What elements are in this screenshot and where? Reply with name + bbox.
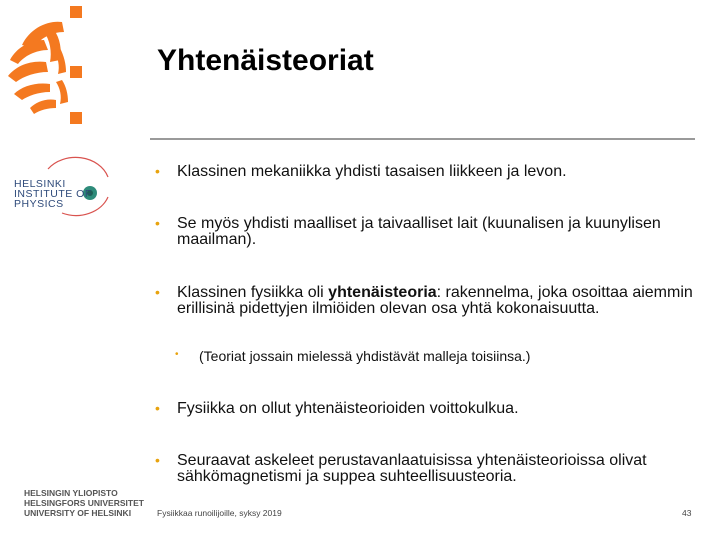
- bullet-text: Fysiikka on ollut yhtenäisteorioiden voittokulkua.: [177, 400, 519, 417]
- uni-line-2: HELSINGFORS UNIVERSITET: [24, 498, 144, 508]
- bullet-icon: •: [155, 163, 160, 179]
- uni-line-1: HELSINGIN YLIOPISTO: [24, 488, 118, 498]
- bullet-item: [155, 164, 567, 180]
- hip-logo-text: [14, 179, 92, 209]
- bullet-item: [155, 453, 695, 485]
- bullet-text: Se myös yhdisti maalliset ja taivaalliset lait (kuunalisen ja kuunylisen maailman).: [177, 215, 661, 248]
- bullet-text-after: : rakennelma, joka osoittaa aiemmin erillisinä pidettyjen ilmiöiden olevan osa yhtä kokonaisuutta.: [177, 284, 693, 317]
- bullet-icon: •: [155, 400, 160, 416]
- bullet-icon: •: [155, 452, 160, 468]
- bullet-text: [155, 285, 695, 317]
- slide-title: Yhtenäisteoriat: [157, 44, 374, 77]
- bullet-item: [155, 216, 695, 248]
- bullet-item: [155, 401, 519, 417]
- hip-line-2: INSTITUTE OF: [14, 188, 92, 200]
- bullet-text: Klassinen mekaniikka yhdisti tasaisen liikkeen ja levon.: [177, 163, 567, 180]
- sub-bullet-item: [175, 348, 530, 364]
- bullet-icon: •: [155, 215, 160, 231]
- sub-bullet-icon: •: [175, 349, 179, 360]
- hip-line-3: PHYSICS: [14, 198, 64, 210]
- bullet-text-before: Klassinen fysiikka oli: [177, 284, 329, 301]
- university-flame-logo: [0, 0, 150, 135]
- page-number: 43: [682, 508, 692, 518]
- bullet-item: [155, 285, 695, 317]
- university-name: [24, 488, 144, 518]
- bullet-text: Seuraavat askeleet perustavanlaatuisissa yhtenäisteorioissa olivat sähkömagnetismi ja suppea suhteellisuusteoria.: [177, 452, 647, 485]
- bullet-icon: •: [155, 284, 160, 300]
- title-divider: [150, 138, 695, 140]
- hip-line-1: HELSINKI: [14, 178, 66, 190]
- footer-text: Fysiikkaa runoilijoille, syksy 2019: [157, 508, 282, 518]
- sub-bullet-text: (Teoriat jossain mielessä yhdistävät malleja toisiinsa.): [199, 348, 531, 364]
- uni-line-3: UNIVERSITY OF HELSINKI: [24, 508, 132, 518]
- bullet-bold-term: yhtenäisteoria: [328, 284, 437, 301]
